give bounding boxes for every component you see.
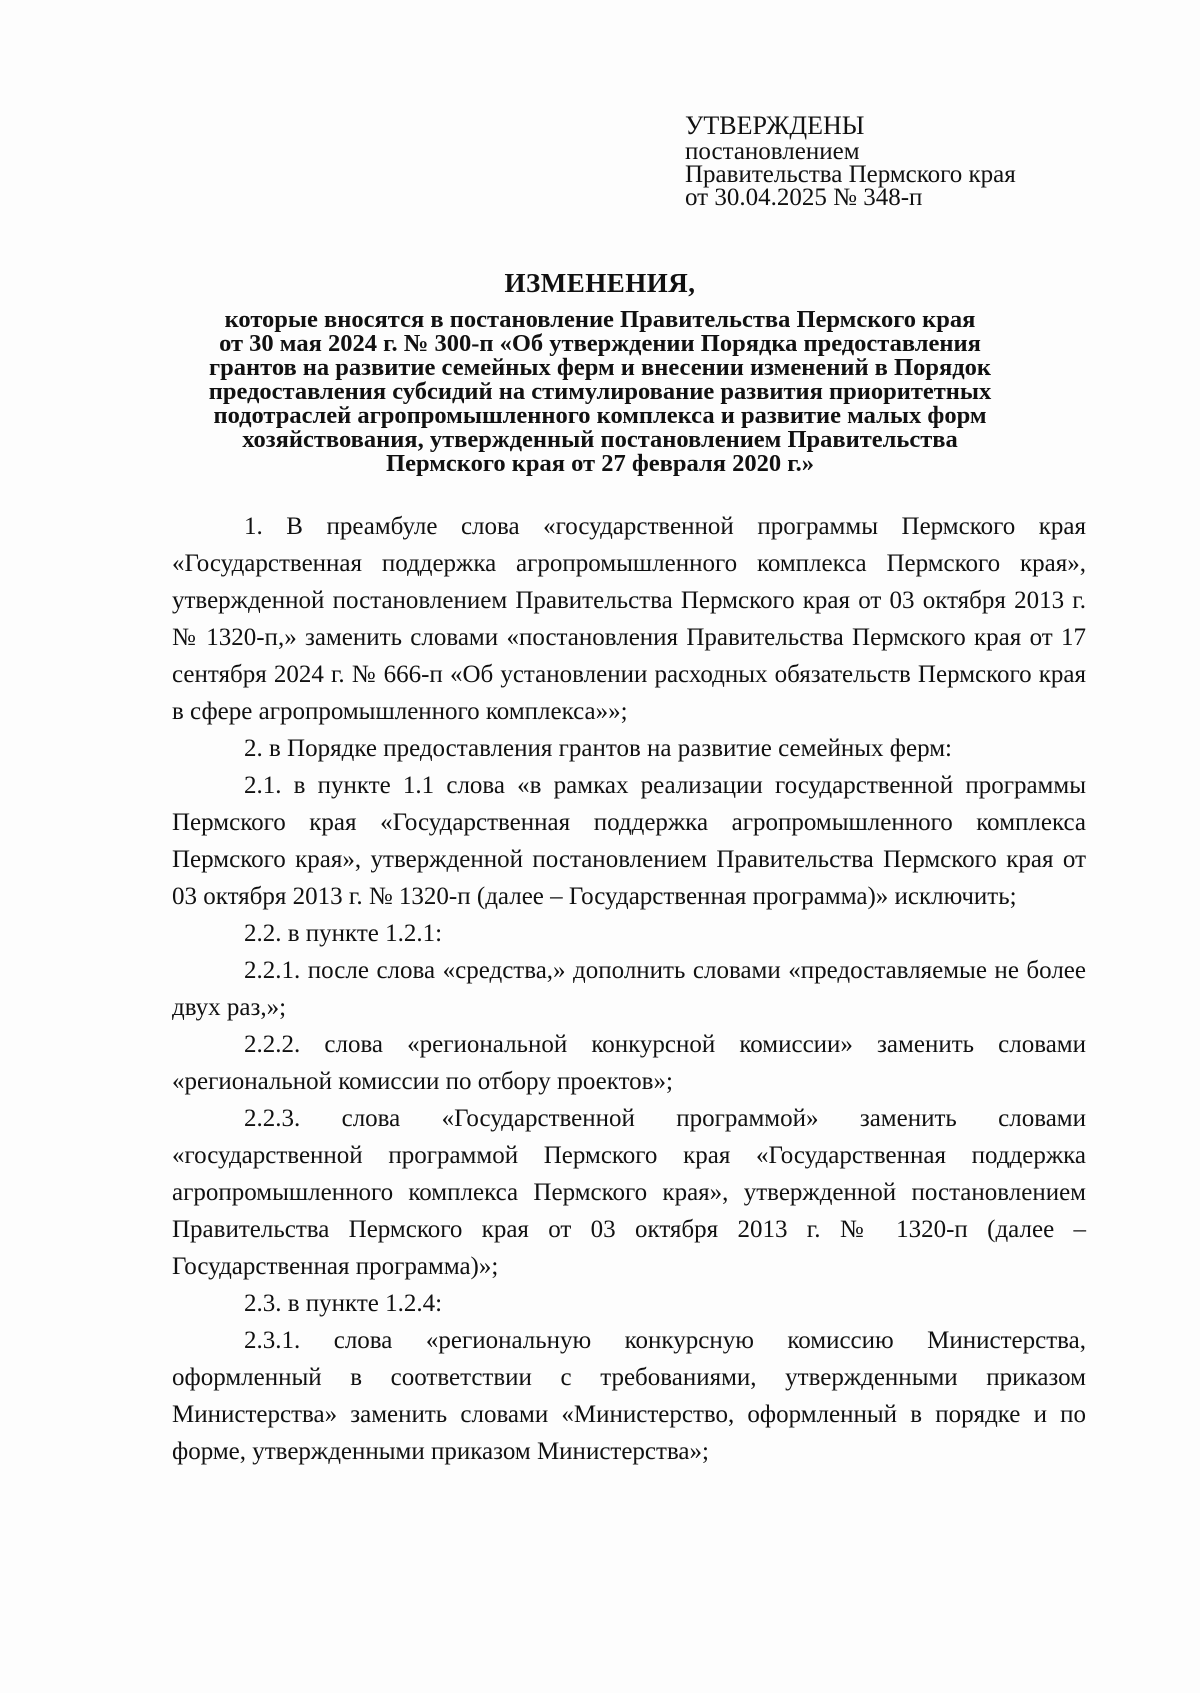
approval-title: УТВЕРЖДЕНЫ xyxy=(685,111,865,140)
paragraph-1: 1. В преамбуле слова «государственной программы Пермского края «Государственная поддержка агропромышленного комплекса Пермского края», утвержденной постановлением Правительства Пермского края от 03 октября 2013 г. № 1320-п,» заменить словами «постановления Правительства Пермского края от 17 сентября 2024 г. № 666-п «Об установлении расходных обязательств Пермского края в сфере агропромышленного комплекса»»; xyxy=(172,513,1086,725)
document-body xyxy=(172,508,1086,1470)
subtitle-line: грантов на развитие семейных ферм и внесении изменений в Порядок xyxy=(208,354,991,381)
subtitle-line: предоставления субсидий на стимулирование развития приоритетных xyxy=(208,378,992,405)
approval-line-2: Правительства Пермского края xyxy=(685,161,1016,188)
paragraph-2-2-1: 2.2.1. после слова «средства,» дополнить словами «предоставляемые не более двух раз,»; xyxy=(172,957,1086,1021)
subtitle-line: от 30 мая 2024 г. № 300-п «Об утверждении Порядка предоставления xyxy=(219,330,981,357)
paragraph-2-3-1: 2.3.1. слова «региональную конкурсную комиссию Министерства, оформленный в соответствии с требованиями, утвержденными приказом Министерства» заменить словами «Министерство, оформленный в порядке и по форме, утвержденными приказом Министерства»; xyxy=(172,1327,1086,1465)
approval-line-3: от 30.04.2025 № 348-п xyxy=(685,184,923,211)
paragraph-2-1: 2.1. в пункте 1.1 слова «в рамках реализации государственной программы Пермского края «Государственная поддержка агропромышленного комплекса Пермского края», утвержденной постановлением Правительства Пермского края от 03 октября 2013 г. № 1320-п (далее – Государственная программа)» исключить; xyxy=(172,772,1086,910)
subtitle-line: которые вносятся в постановление Правительства Пермского края xyxy=(224,306,976,333)
document-title: ИЗМЕНЕНИЯ, xyxy=(504,268,696,298)
paragraph-2-3: 2.3. в пункте 1.2.4: xyxy=(244,1290,443,1317)
approval-stamp xyxy=(685,112,1016,209)
paragraph-2-2-3: 2.2.3. слова «Государственной программой» заменить словами «государственной программой Пермского края «Государственная поддержка агропромышленного комплекса Пермского края», утвержденной постановлением Правительства Пермского края от 03 октября 2013 г. № 1320-п (далее – Государственная программа)»; xyxy=(172,1105,1086,1280)
document-subtitle xyxy=(140,308,1060,476)
paragraph-2-2-2: 2.2.2. слова «региональной конкурсной комиссии» заменить словами «региональной комиссии по отбору проектов»; xyxy=(172,1031,1086,1095)
paragraph-2-2: 2.2. в пункте 1.2.1: xyxy=(244,920,443,947)
subtitle-line: Пермского края от 27 февраля 2020 г.» xyxy=(386,450,814,477)
paragraph-2: 2. в Порядке предоставления грантов на развитие семейных ферм: xyxy=(244,735,952,762)
subtitle-line: хозяйствования, утвержденный постановлением Правительства xyxy=(242,426,958,453)
approval-line-1: постановлением xyxy=(685,138,860,165)
subtitle-line: подотраслей агропромышленного комплекса и развитие малых форм xyxy=(213,402,987,429)
